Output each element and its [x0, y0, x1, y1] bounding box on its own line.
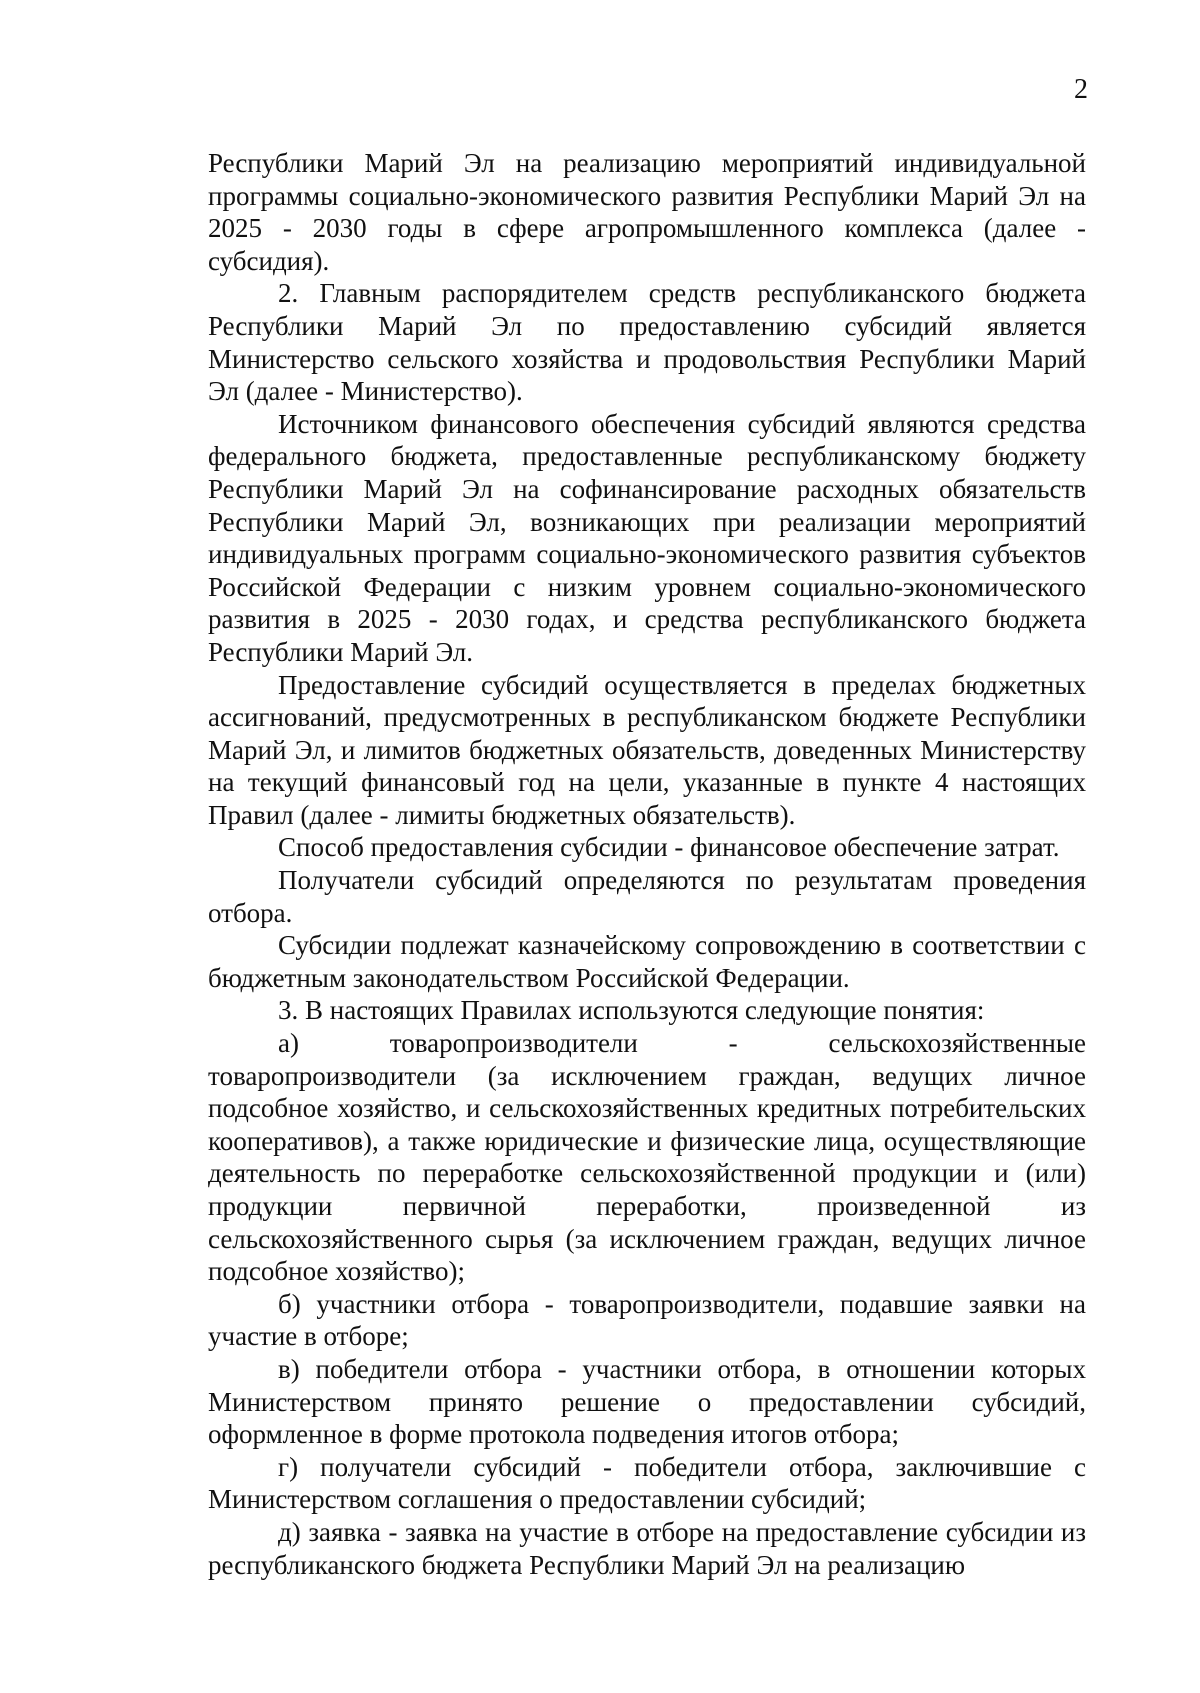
- paragraph: Предоставление субсидий осуществляется в пределах бюджетных ассигнований, предусмотренных в республиканском бюджете Республики Марий Эл, и лимитов бюджетных обязательств, доведенных Министерству на текущий финансовый год на цели, указанные в пункте 4 настоящих Правил (далее - лимиты бюджетных обязательств).: [208, 669, 1086, 830]
- page-number: 2: [1074, 74, 1088, 105]
- paragraph: а) товаропроизводители - сельскохозяйственные товаропроизводители (за исключением граждан, ведущих личное подсобное хозяйство, и сельскохозяйственных кредитных потребительских кооперативов), а также юридические и физические лица, осуществляющие деятельность по переработке сельскохозяйственной продукции и (или) продукции первичной переработки, произведенной из сельскохозяйственного сырья (за исключением граждан, ведущих личное подсобное хозяйство);: [208, 1028, 1086, 1287]
- paragraph: Субсидии подлежат казначейскому сопровождению в соответствии с бюджетным законодательством Российской Федерации.: [208, 930, 1086, 993]
- paragraph: в) победители отбора - участники отбора, в отношении которых Министерством принято решение о предоставлении субсидий, оформленное в форме протокола подведения итогов отбора;: [208, 1353, 1086, 1450]
- paragraph: 2. Главным распорядителем средств республиканского бюджета Республики Марий Эл по предоставлению субсидий является Министерство сельского хозяйства и продовольствия Республики Марий Эл (далее - Министерство).: [208, 278, 1086, 407]
- paragraph: б) участники отбора - товаропроизводители, подавшие заявки на участие в отборе;: [208, 1288, 1086, 1352]
- paragraph: Способ предоставления субсидии - финансовое обеспечение затрат.: [278, 832, 1060, 863]
- paragraph: д) заявка - заявка на участие в отборе на предоставление субсидии из республиканского бюджета Республики Марий Эл на реализацию: [208, 1516, 1086, 1580]
- paragraph: 3. В настоящих Правилах используются следующие понятия:: [278, 995, 985, 1026]
- paragraph: г) получатели субсидий - победители отбора, заключившие с Министерством соглашения о предоставлении субсидий;: [208, 1451, 1086, 1515]
- document-body: [208, 147, 1086, 1581]
- paragraph: Получатели субсидий определяются по результатам проведения отбора.: [208, 865, 1086, 928]
- paragraph: Республики Марий Эл на реализацию мероприятий индивидуальной программы социально-экономического развития Республики Марий Эл на 2025 - 2030 годы в сфере агропромышленного комплекса (далее - субсидия).: [208, 148, 1086, 276]
- paragraph: Источником финансового обеспечения субсидий являются средства федерального бюджета, предоставленные республиканскому бюджету Республики Марий Эл на софинансирование расходных обязательств Республики Марий Эл, возникающих при реализации мероприятий индивидуальных программ социально-экономического развития субъектов Российской Федерации с низким уровнем социально-экономического развития в 2025 - 2030 годах, и средства республиканского бюджета Республики Марий Эл.: [208, 408, 1086, 667]
